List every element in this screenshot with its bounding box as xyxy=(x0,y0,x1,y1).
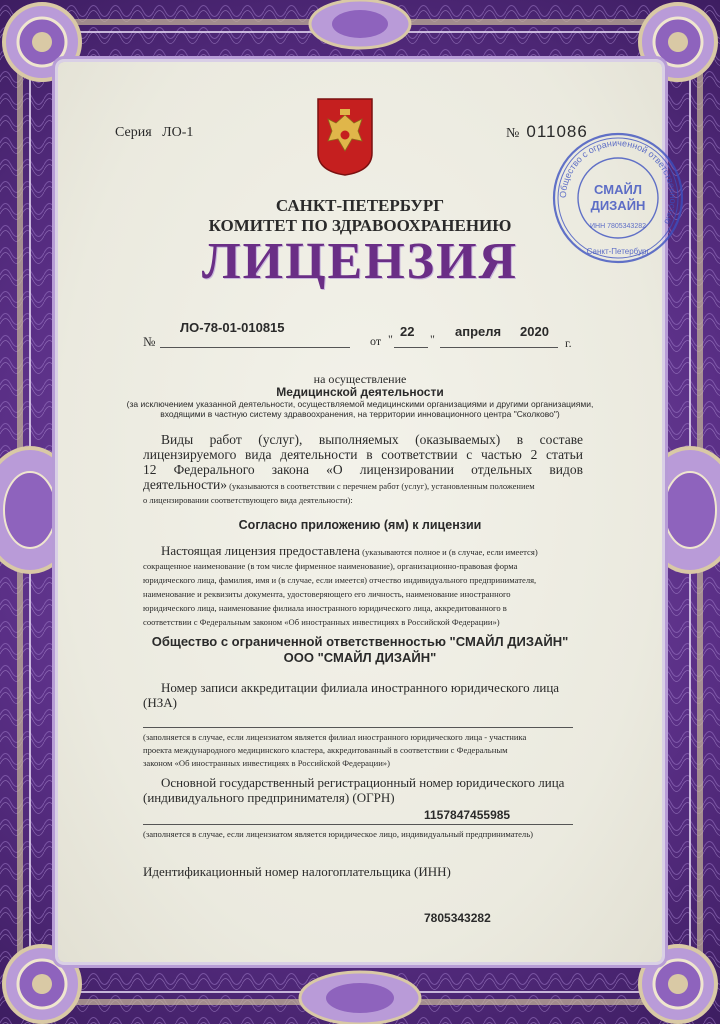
company-seal-icon xyxy=(548,128,688,268)
nza-note: (заполняется в случае, если лицензиатом является филиал иностранного юридического лица - участника проекта международного медицинского кластера, аккредитованный в соответствии с Федеральным законом «Об иностранных инвестициях в Российской Федерации») xyxy=(143,732,527,768)
licensee-name xyxy=(120,634,600,666)
granted-text: Настоящая лицензия предоставлена (указываются полное и (в случае, если имеется) сокращенное наименование (в том числе фирменное наименование), организационно-правовая форма юридического лица, фамилия, имя и (в случае, если имеется) отчество индивидуального предпринимателя, наименование и реквизиты документа, удостоверяющего его личность, наименование иностранного юридического лица, наименование филиала иностранного юридического лица, аккредитованного в соответствии с Федеральным законом «Об иностранных инвестициях в Российской Федерации») xyxy=(143,543,538,627)
licensee-short-name: ООО "СМАЙЛ ДИЗАЙН" xyxy=(283,650,437,665)
bottom-ornament-icon xyxy=(290,958,430,1024)
licensee-full-name: Общество с ограниченной ответственностью "СМАЙЛ ДИЗАЙН" xyxy=(151,634,569,649)
quote-open: " xyxy=(388,332,393,346)
committee: КОМИТЕТ ПО ЗДРАВООХРАНЕНИЮ xyxy=(208,216,512,235)
activity-intro: на осуществление xyxy=(313,372,407,386)
nza-label: Номер записи аккредитации филиала иностранного юридического лица (НЗА) xyxy=(143,680,560,710)
seal-center-line2: ДИЗАЙН xyxy=(590,198,646,213)
inn-label: Идентификационный номер налогоплательщика (ИНН) xyxy=(143,864,451,879)
document-title: ЛИЦЕНЗИЯ xyxy=(201,233,519,290)
quote-close: " xyxy=(430,332,435,346)
activity-note: (за исключением указанной деятельности, осуществляемой медицинскими организациями и другими организациями, входящими в частную систему здравоохранения, на территории инновационного центра "Сколково") xyxy=(126,399,594,419)
seal-city: Санкт-Петербург xyxy=(586,247,650,256)
city: САНКТ-ПЕТЕРБУРГ xyxy=(275,196,445,215)
seal-center-line1: СМАЙЛ xyxy=(594,182,642,197)
works-value: Согласно приложению (ям) к лицензии xyxy=(238,518,482,532)
top-ornament-icon xyxy=(300,0,420,62)
license-number: ЛО-78-01-010815 xyxy=(180,320,285,335)
russian-coat-of-arms-icon xyxy=(316,97,374,177)
license-day: 22 xyxy=(400,324,415,339)
seal-ring-text: Общество с ограниченной ответственностью xyxy=(557,137,679,226)
inn-value: 7805343282 xyxy=(424,911,491,925)
ogrn-label: Основной государственный регистрационный номер юридического лица (индивидуального предпринимателя) (ОГРН) xyxy=(143,775,565,805)
issuing-authority xyxy=(160,196,560,236)
form-number: № 011086 xyxy=(506,122,588,141)
ogrn-note: (заполняется в случае, если лицензиатом является юридическое лицо, индивидуальный предприниматель) xyxy=(143,829,533,839)
activity-type: Медицинской деятельности xyxy=(276,385,444,399)
license-year: 2020 xyxy=(520,324,549,339)
ogrn-value: 1157847455985 xyxy=(424,808,511,822)
license-month: апреля xyxy=(455,324,502,339)
seal-inn: ИНН 7805343282 xyxy=(589,223,647,230)
license-from: от xyxy=(370,334,382,348)
works-text: Виды работ (услуг), выполняемых (оказываемых) в составе лицензируемого вида деятельности в соответствии с частью 2 статьи 12 Федерального закона «О лицензировании отдельных видов деятельности» (указываются в соответствии с перечнем работ (услуг), установленным положением о лицензировании соответствующего вида деятельности): xyxy=(143,432,583,505)
license-year-suffix: г. xyxy=(565,336,572,350)
license-no-symbol: № xyxy=(143,334,156,349)
series-label: Серия ЛО-1 xyxy=(115,125,194,140)
